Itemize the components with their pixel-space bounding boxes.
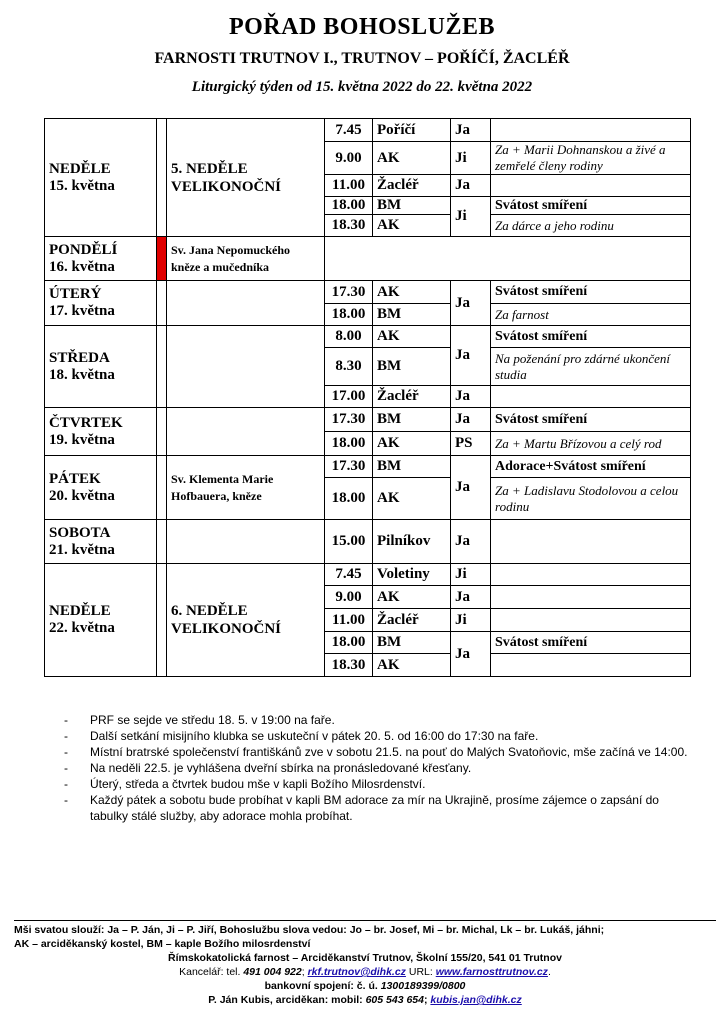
mass-celebrant: Ja: [451, 326, 491, 386]
mass-intention: [491, 175, 691, 197]
mass-celebrant: Ja: [451, 175, 491, 197]
bank-number: 1300189399/0800: [380, 980, 466, 992]
mass-place: Žacléř: [373, 609, 451, 632]
schedule-row: [45, 237, 691, 281]
schedule-table: [44, 118, 691, 677]
day-date: 22. května: [49, 620, 115, 636]
mass-place: AK: [373, 215, 451, 237]
mass-intention: Za + Marii Dohnanskou a živé a zemřelé členy rodiny: [491, 142, 691, 175]
day-cell: [45, 520, 157, 564]
mass-celebrant: Ja: [451, 408, 491, 432]
mass-intention: Svátost smíření: [491, 408, 691, 432]
mass-time: 18.00: [325, 632, 373, 654]
mass-time: 17.00: [325, 386, 373, 408]
separator-cell: [157, 119, 167, 237]
schedule-row: [45, 408, 691, 432]
feast-cell: [167, 520, 325, 564]
legend: [14, 923, 716, 951]
feast-cell: Sv. Klementa Marie Hofbauera, kněze: [167, 456, 325, 520]
memorial-marker: [157, 237, 167, 281]
mass-place: AK: [373, 142, 451, 175]
separator-cell: [157, 564, 167, 677]
mass-time: 9.00: [325, 142, 373, 175]
day-cell: [45, 326, 157, 408]
bank-account: [14, 979, 716, 993]
feast-cell: [167, 281, 325, 326]
day-cell: [45, 237, 157, 281]
announcements-list: [64, 712, 694, 824]
day-name: STŘEDA: [49, 349, 110, 366]
mass-intention: Na poženání pro zdárné ukončení studia: [491, 348, 691, 386]
announcement-item: - Na neděli 22.5. je vyhlášena dveřní sbírka na pronásledované křesťany.: [64, 760, 694, 776]
separator-cell: [157, 456, 167, 520]
mass-intention: [491, 609, 691, 632]
mass-intention: [491, 586, 691, 609]
schedule-row: [45, 456, 691, 478]
mass-intention: Svátost smíření: [491, 326, 691, 348]
mass-place: BM: [373, 408, 451, 432]
mass-place: Poříčí: [373, 119, 451, 142]
mass-intention: Svátost smíření: [491, 197, 691, 215]
mass-intention: [491, 520, 691, 564]
mass-time: 7.45: [325, 119, 373, 142]
separator-cell: [157, 408, 167, 456]
announcement-item: - PRF se sejde ve středu 18. 5. v 19:00 na faře.: [64, 712, 694, 728]
mass-time: 18.00: [325, 478, 373, 520]
priest-email-link[interactable]: kubis.jan@dihk.cz: [430, 994, 522, 1006]
day-cell: [45, 408, 157, 456]
day-name: NEDĚLE: [49, 160, 111, 177]
announcement-item: - Každý pátek a sobotu bude probíhat v kapli BM adorace za mír na Ukrajině, prosíme zájemce o zapsání do tabulky stálé služby, aby adorace mohla probíhat.: [64, 792, 694, 824]
url-label: URL:: [408, 966, 433, 978]
office-label: Kancelář: tel.: [179, 966, 241, 978]
website-link[interactable]: www.farnosttrutnov.cz: [435, 966, 548, 978]
day-date: 16. května: [49, 258, 115, 275]
mass-time: 15.00: [325, 520, 373, 564]
schedule-row: [45, 564, 691, 586]
page-title: POŘAD BOHOSLUŽEB: [228, 14, 496, 40]
mass-time: 9.00: [325, 586, 373, 609]
parish-subtitle: FARNOSTI TRUTNOV I., TRUTNOV – POŘÍČÍ, ŽACLÉŘ: [154, 50, 570, 67]
office-contact: Kancelář: tel. 491 004 922; rkf.trutnov@dihk.cz URL: www.farnosttrutnov.cz.: [179, 966, 551, 978]
mass-intention: [491, 564, 691, 586]
schedule-row: [45, 520, 691, 564]
day-name: ČTVRTEK: [49, 414, 123, 431]
mass-place: BM: [373, 304, 451, 326]
day-cell: [45, 119, 157, 237]
mass-intention: Za + Martu Břízovou a celý rod: [491, 432, 691, 456]
mass-time: 18.30: [325, 215, 373, 237]
separator-cell: [157, 281, 167, 326]
day-name: PONDĚLÍ: [49, 241, 118, 258]
day-date: 18. května: [49, 366, 115, 383]
mass-place: AK: [373, 586, 451, 609]
day-name: ÚTERÝ: [49, 286, 102, 302]
footer-divider: [14, 920, 716, 921]
empty-mass-cell: [325, 237, 691, 281]
feast-cell: Sv. Jana Nepomuckého kněze a mučedníka: [167, 237, 325, 281]
mass-place: AK: [373, 281, 451, 304]
priest-label: P. Ján Kubis, arciděkan: mobil:: [208, 994, 363, 1006]
mass-place: AK: [373, 654, 451, 677]
mass-time: 18.00: [325, 304, 373, 326]
mass-place: Voletiny: [373, 564, 451, 586]
mass-celebrant: Ji: [451, 609, 491, 632]
office-email-link[interactable]: rkf.trutnov@dihk.cz: [307, 966, 406, 978]
feast-cell: [167, 326, 325, 408]
mass-place: AK: [373, 478, 451, 520]
mass-celebrant: Ja: [451, 281, 491, 326]
legend-places: AK – arciděkanský kostel, BM – kaple Božího milosrdenství: [14, 938, 311, 950]
feast-cell: [167, 408, 325, 456]
mass-place: BM: [373, 197, 451, 215]
day-date: 17. května: [49, 303, 115, 319]
day-date: 19. května: [49, 431, 115, 448]
mass-time: 18.00: [325, 432, 373, 456]
mass-time: 17.30: [325, 456, 373, 478]
schedule-row: [45, 326, 691, 348]
mass-intention: [491, 119, 691, 142]
mass-time: 18.30: [325, 654, 373, 677]
parish-address: Římskokatolická farnost – Arciděkanství Trutnov, Školní 155/20, 541 01 Trutnov: [168, 952, 562, 964]
mass-place: BM: [373, 348, 451, 386]
day-cell: [45, 281, 157, 326]
schedule-row: [45, 119, 691, 142]
mass-place: Žacléř: [373, 175, 451, 197]
legend-celebrants: Mši svatou slouží: Ja – P. Ján, Ji – P. Jiří, Bohoslužbu slova vedou: Jo – br. Josef, Mi – br. Michal, Lk – br. Lukáš, jáhni;: [14, 924, 605, 936]
mass-place: Pilníkov: [373, 520, 451, 564]
mass-intention: [491, 654, 691, 677]
mass-celebrant: Ja: [451, 632, 491, 677]
mass-celebrant: Ja: [451, 456, 491, 520]
day-date: 15. května: [49, 177, 115, 194]
mass-place: BM: [373, 632, 451, 654]
mass-celebrant: Ji: [451, 564, 491, 586]
day-cell: [45, 564, 157, 677]
priest-phone: 605 543 654: [365, 994, 424, 1006]
mass-time: 17.30: [325, 281, 373, 304]
mass-celebrant: Ji: [451, 197, 491, 237]
day-date: 20. května: [49, 487, 115, 504]
mass-intention: Svátost smíření: [491, 632, 691, 654]
announcement-item: - Úterý, středa a čtvrtek budou mše v kapli Božího Milosrdenství.: [64, 776, 694, 792]
mass-place: AK: [373, 432, 451, 456]
mass-intention: [491, 386, 691, 408]
mass-intention: Za dárce a jeho rodinu: [491, 215, 691, 237]
day-name: PÁTEK: [49, 470, 101, 487]
mass-celebrant: Ja: [451, 586, 491, 609]
mass-celebrant: Ji: [451, 142, 491, 175]
day-date: 21. května: [49, 541, 115, 558]
mass-celebrant: Ja: [451, 386, 491, 408]
mass-time: 7.45: [325, 564, 373, 586]
day-cell: [45, 456, 157, 520]
mass-time: 8.30: [325, 348, 373, 386]
mass-intention: Svátost smíření: [491, 281, 691, 304]
separator-cell: [157, 520, 167, 564]
mass-intention: Za farnost: [491, 304, 691, 326]
mass-intention: Adorace+Svátost smíření: [491, 456, 691, 478]
mass-intention: Za + Ladislavu Stodolovou a celou rodinu: [491, 478, 691, 520]
mass-celebrant: PS: [451, 432, 491, 456]
priest-contact: P. Ján Kubis, arciděkan: mobil: 605 543 654; kubis.jan@dihk.cz: [208, 994, 522, 1006]
mass-place: AK: [373, 326, 451, 348]
office-phone: 491 004 922: [243, 966, 302, 978]
announcement-item: - Další setkání misijního klubka se uskuteční v pátek 20. 5. od 16:00 do 17:30 na faře.: [64, 728, 694, 744]
day-name: SOBOTA: [49, 524, 111, 541]
mass-time: 17.30: [325, 408, 373, 432]
feast-cell: 5. NEDĚLE VELIKONOČNÍ: [167, 119, 325, 237]
announcement-item: - Místní bratrské společenství františkánů zve v sobotu 21.5. na pouť do Malých Svatoňovic, mše začíná ve 14:00.: [64, 744, 694, 760]
mass-celebrant: Ja: [451, 119, 491, 142]
mass-time: 8.00: [325, 326, 373, 348]
mass-place: Žacléř: [373, 386, 451, 408]
mass-celebrant: Ja: [451, 520, 491, 564]
mass-time: 18.00: [325, 197, 373, 215]
schedule-row: [45, 281, 691, 304]
mass-time: 11.00: [325, 175, 373, 197]
mass-place: BM: [373, 456, 451, 478]
mass-time: 11.00: [325, 609, 373, 632]
week-range: Liturgický týden od 15. května 2022 do 22. května 2022: [191, 79, 533, 95]
separator-cell: [157, 326, 167, 408]
bank-label: bankovní spojení: č. ú.: [264, 980, 378, 992]
day-name: NEDĚLE: [49, 603, 111, 619]
feast-cell: 6. NEDĚLE VELIKONOČNÍ: [167, 564, 325, 677]
